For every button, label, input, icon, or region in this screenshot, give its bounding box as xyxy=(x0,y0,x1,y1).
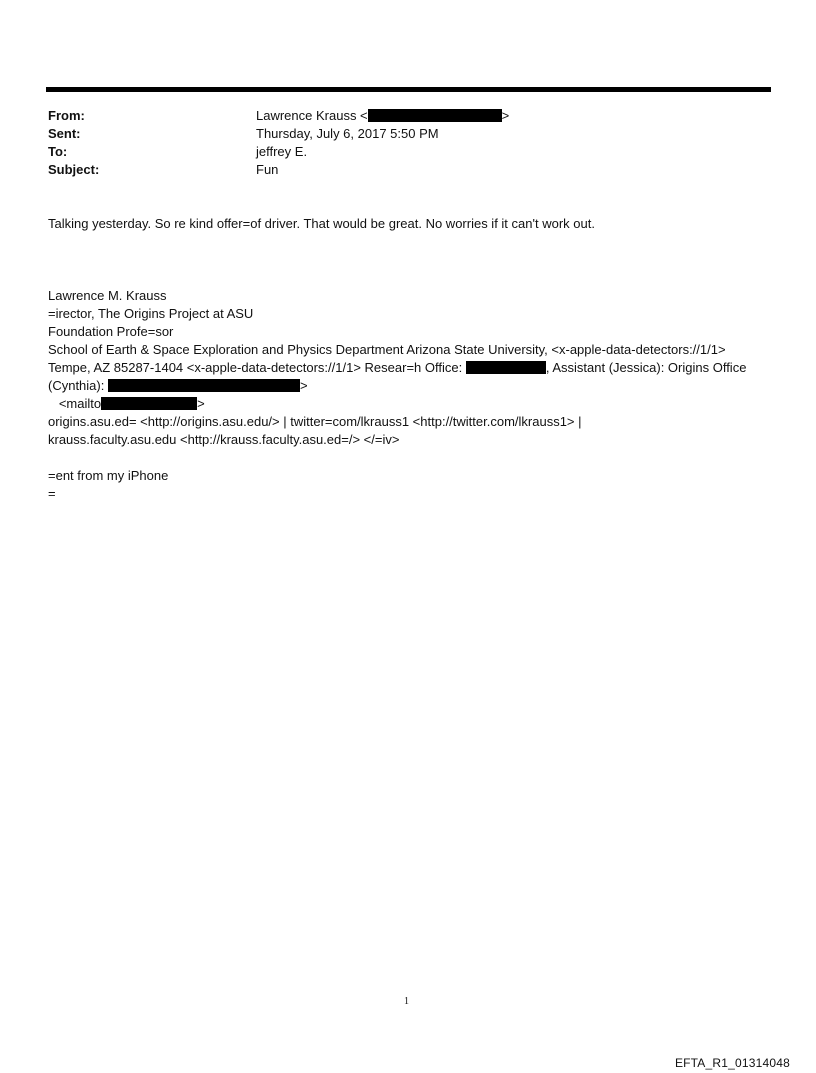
to-value: jeffrey E. xyxy=(256,144,308,159)
signature-links-line2: krauss.faculty.asu.edu <http://krauss.faculty.asu.ed=/> </=iv> xyxy=(48,432,400,447)
redaction-block xyxy=(466,361,546,374)
address-line2-b: , Assistant (Jessica): Origins Office xyxy=(545,360,747,375)
subject-label: Subject: xyxy=(48,162,100,177)
page-number: 1 xyxy=(404,996,409,1007)
from-label: From: xyxy=(48,108,85,123)
signature-address-line2 xyxy=(48,359,746,377)
end-mark: = xyxy=(48,486,56,501)
from-name: Lawrence Krauss < xyxy=(256,108,368,123)
signature-position: Foundation Profe=sor xyxy=(48,324,174,339)
from-value xyxy=(256,107,509,125)
mailto-suffix: > xyxy=(197,396,205,411)
header-rule xyxy=(46,87,771,92)
sent-value: Thursday, July 6, 2017 5:50 PM xyxy=(256,126,439,141)
cynthia-prefix: (Cynthia): xyxy=(48,378,108,393)
address-line2-a: Tempe, AZ 85287-1404 <x-apple-data-detectors://1/1> Resear=h Office: xyxy=(48,360,466,375)
redaction-block xyxy=(108,379,300,392)
signature-links-line1: origins.asu.ed= <http://origins.asu.edu/> | twitter=com/lkrauss1 <http://twitter.com/lkrauss1> | xyxy=(48,414,582,429)
sent-label: Sent: xyxy=(48,126,81,141)
signature-title: =irector, The Origins Project at ASU xyxy=(48,306,254,321)
signature-cynthia-line xyxy=(48,377,308,395)
subject-value: Fun xyxy=(256,162,279,177)
signature-name: Lawrence M. Krauss xyxy=(48,288,167,303)
redaction-block xyxy=(101,397,197,410)
to-label: To: xyxy=(48,144,68,159)
from-suffix: > xyxy=(501,108,510,123)
mailto-prefix: <mailto xyxy=(48,396,102,411)
document-id: EFTA_R1_01314048 xyxy=(674,1056,790,1070)
signature-address-line1: School of Earth & Space Exploration and Physics Department Arizona State University, <x-apple-data-detectors://1/1> xyxy=(48,342,726,357)
signature-mailto-line xyxy=(48,395,205,413)
message-body: Talking yesterday. So re kind offer=of driver. That would be great. No worries if it can't work out. xyxy=(48,216,595,231)
redaction-block xyxy=(368,109,502,122)
cynthia-suffix: > xyxy=(299,378,308,393)
sent-from-iphone: =ent from my iPhone xyxy=(48,468,169,483)
